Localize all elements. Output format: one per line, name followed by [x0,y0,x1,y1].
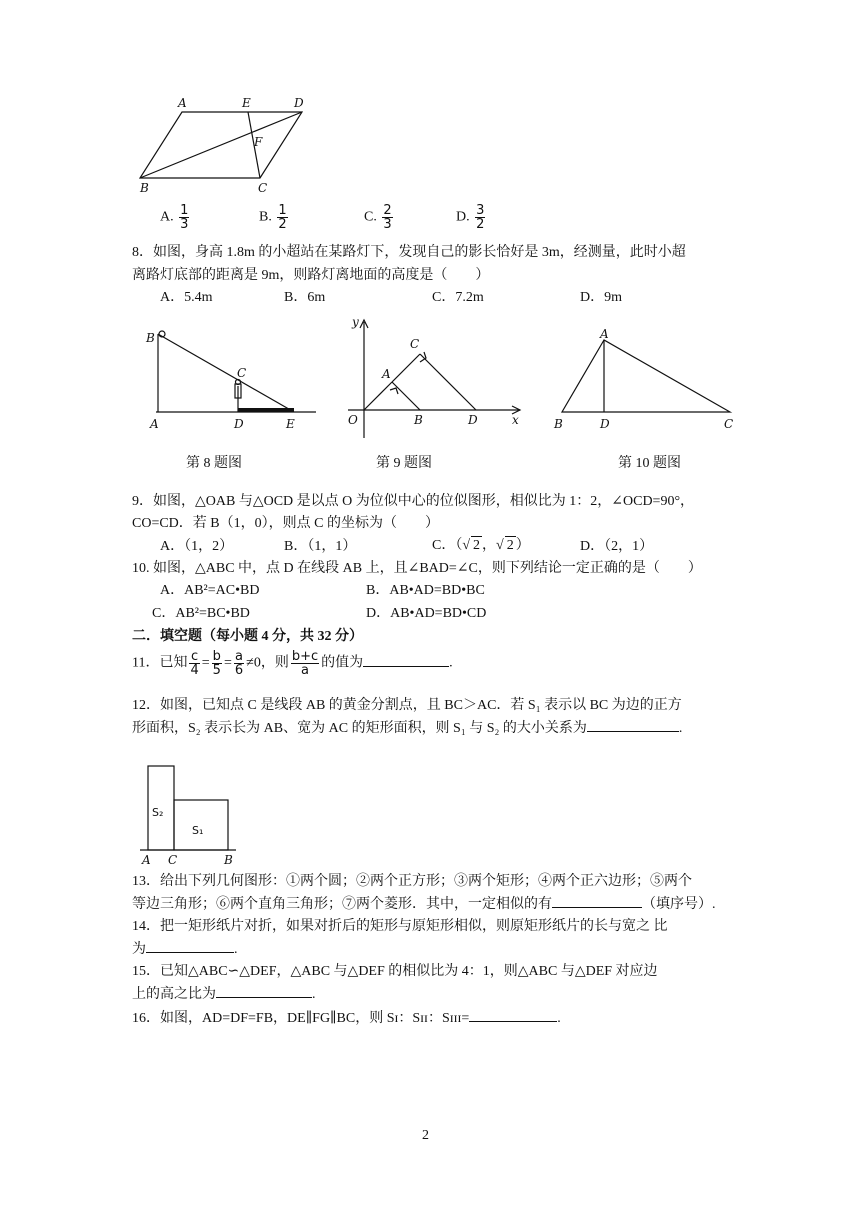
q10-label-d: D [600,417,610,431]
q7-option-b [259,204,290,231]
q12-label-s2: S₂ [152,806,164,819]
q9-option-c-end: ） [515,538,530,553]
q7-option-b-den: 2 [278,217,287,232]
q9-option-d: D．（2，1） [580,539,654,554]
q7-option-d-num: 3 [476,203,485,218]
q8-option-d: D．9m [580,290,622,305]
q15-line2-wrap [132,986,316,1004]
q9-label-o: O [348,413,358,427]
q9-coordinate-figure [340,310,530,440]
q9-label-c: C [410,337,420,351]
q9-option-c-sqrt-1: 2 [473,538,481,553]
q15-answer-blank[interactable] [216,997,312,998]
q11-fraction-bca [291,650,319,677]
q12-line2: 形面积，S₂ 表示长为 AB、宽为 AC 的矩形面积，则 S₁ 与 S₂ 的大小关系为 [132,721,587,736]
q14-end: . [234,942,238,957]
q16-line1: 16．如图，AD=DF=FB，DE∥FG∥BC，则 Sɪ：Sɪɪ：Sɪɪɪ= [132,1011,470,1026]
q10-option-d: D．AB•AD=BD•CD [366,606,487,621]
q9-label-y: y [352,315,359,329]
q7-option-d-letter: D. [456,209,470,225]
q11-f3-num: a [235,649,243,664]
q9-option-c-sqrt-2: 2 [506,538,514,553]
q16-end: . [557,1011,561,1026]
q13-line2: 等边三角形；⑥两个直角三角形；⑦两个菱形．其中，一定相似的有 [132,897,552,912]
q15-line2: 上的高之比为 [132,987,216,1002]
q9-label-x: x [512,413,519,427]
q7-label-d: D [294,96,304,110]
q7-option-b-letter: B. [259,209,272,225]
q11-answer-blank[interactable] [363,666,449,667]
page-number: 2 [422,1128,429,1143]
q9-line2: CO=CD．若 B（1，0），则点 C 的坐标为（ ） [132,516,439,531]
q7-option-d [456,204,487,231]
q9-option-c-sqrt-sign-2: √ [496,538,504,553]
q15-end: . [312,987,316,1002]
q11-f1-num: c [191,649,199,664]
q11-f1-den: 4 [190,663,199,678]
q12-line1: 12．如图，已知点 C 是线段 AB 的黄金分割点，且 BC＞AC．若 S₁ 表示以 BC 为边的正方 [132,698,682,713]
q7-option-d-den: 2 [476,217,485,232]
q7-option-a-num: 1 [180,203,189,218]
q8-label-d: D [234,417,244,431]
q10-option-a: A．AB²=AC•BD [160,583,260,598]
q11-fraction-c4 [189,650,199,677]
q7-label-c: C [258,181,268,195]
q8-label-a: A [150,417,159,431]
q11-eq2: = [223,655,232,671]
q9-option-c-sqrt-sign-1: √ [462,538,471,553]
q14-answer-blank[interactable] [146,952,234,953]
q8-option-a: A．5.4m [160,290,213,305]
q14-line2-wrap [132,941,238,959]
q10-triangle-figure [550,328,740,436]
q12-answer-blank[interactable] [587,731,679,732]
q11-f3-den: 6 [234,663,244,678]
q11-line [132,650,453,677]
q11-f4-num: b+c [291,649,319,664]
q7-option-c-den: 3 [383,217,392,232]
q7-option-c [364,204,395,231]
q12-label-c: C [168,853,178,867]
q7-label-b: B [140,181,149,195]
q10-option-b: B．AB•AD=BD•BC [366,583,485,598]
q7-label-a: A [178,96,187,110]
q13-answer-blank[interactable] [552,907,642,908]
q9-option-c [432,536,530,555]
q11-f2-den: 5 [212,663,221,678]
q8-lamp-figure [140,322,320,434]
q11-f2-num: b [212,649,221,664]
q9-figure-caption: 第 9 题图 [376,456,432,471]
q8-line1: 8．如图，身高 1.8m 的小超站在某路灯下，发现自己的影长恰好是 3m，经测量，此时小超 [132,245,686,260]
q7-option-c-num: 2 [383,203,392,218]
q11-end: . [449,655,453,671]
q7-label-f: F [254,135,263,149]
q7-label-e: E [242,96,251,110]
q10-label-c: C [724,417,734,431]
q7-option-a [160,204,191,231]
q14-line2: 为 [132,942,146,957]
q10-label-b: B [554,417,563,431]
q11-prefix: 11．已知 [132,655,188,671]
q11-f4-den: a [300,663,309,678]
q16-line-wrap [132,1010,561,1028]
q10-option-c: C．AB²=BC•BD [152,606,250,621]
q9-label-b: B [414,413,423,427]
q12-end: . [678,721,683,736]
q11-fraction-a6 [234,650,244,677]
q10-figure-caption: 第 10 题图 [618,456,681,471]
q9-option-c-sep: ， [482,538,497,553]
q13-line1: 13．给出下列几何图形：①两个圆；②两个正方形；③两个矩形；④两个正六边形；⑤两个 [132,874,692,889]
q7-option-c-fraction [382,204,392,231]
q8-figure-caption: 第 8 题图 [186,456,242,471]
q7-option-a-den: 3 [180,217,189,232]
section-2-heading: 二．填空题（每小题 4 分，共 32 分） [132,629,363,644]
q8-option-b: B．6m [284,290,326,305]
q8-option-c: C．7.2m [432,290,484,305]
q12-rectangles-figure [136,760,246,870]
q7-option-a-letter: A. [160,209,174,225]
q10-label-a: A [600,328,609,341]
q11-eq1: = [201,655,210,671]
q12-label-a: A [142,853,151,867]
q12-label-s1: S₁ [192,824,204,837]
q8-label-b: B [146,331,155,345]
q7-parallelogram-figure [136,92,316,196]
q13-line2-wrap [132,896,716,914]
q9-option-a: A．（1，2） [160,539,234,554]
q7-option-b-fraction [277,204,287,231]
q9-label-d: D [468,413,478,427]
q8-label-e: E [286,417,295,431]
q9-option-c-prefix: C．（ [432,538,463,553]
q11-neq: ≠0，则 [246,655,289,671]
q7-option-c-letter: C. [364,209,377,225]
q9-line1: 9．如图，△OAB 与△OCD 是以点 O 为位似中心的位似图形，相似比为 1：2，∠OCD=90°， [132,494,695,509]
q11-suffix: 的值为 [321,655,364,671]
q12-label-b: B [224,853,233,867]
q10-line1: 10. 如图，△ABC 中，点 D 在线段 AB 上，且∠BAD=∠C，则下列结论一定正确的是（ ） [132,561,702,576]
q7-option-d-fraction [475,204,485,231]
q8-line2: 离路灯底部的距离是 9m，则路灯离地面的高度是（ ） [132,268,490,283]
q14-line1: 14．把一矩形纸片对折，如果对折后的矩形与原矩形相似，则原矩形纸片的长与宽之 比 [132,919,668,934]
q16-answer-blank[interactable] [469,1021,557,1022]
q9-option-b: B．（1，1） [284,539,357,554]
q7-option-b-num: 1 [278,203,287,218]
q12-line2-wrap [132,720,682,738]
q13-end: （填序号）. [642,897,716,912]
q11-fraction-b5 [212,650,222,677]
q7-option-a-fraction [179,204,189,231]
q9-label-a: A [382,367,391,381]
q15-line1: 15．已知△ABC∽△DEF，△ABC 与△DEF 的相似比为 4：1，则△ABC 与△DEF 对应边 [132,964,658,979]
q8-label-c: C [237,366,247,380]
